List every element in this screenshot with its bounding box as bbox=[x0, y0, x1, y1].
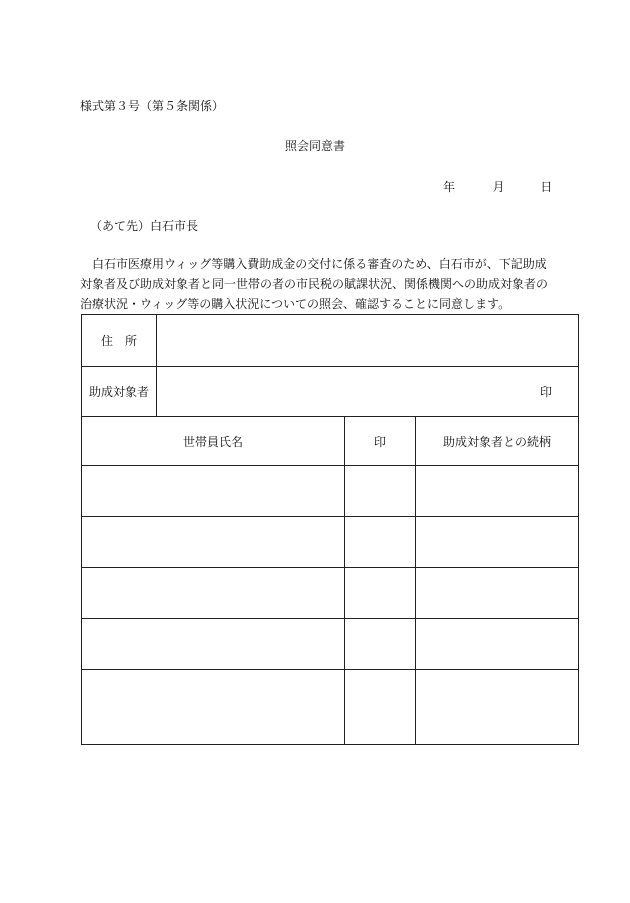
household-member-name-1[interactable] bbox=[82, 466, 344, 516]
household-member-relationship-4[interactable] bbox=[416, 619, 578, 669]
date-day-label: 日 bbox=[540, 180, 553, 194]
column-header-name: 世帯員氏名 bbox=[182, 434, 243, 449]
household-member-relationship-2[interactable] bbox=[416, 517, 578, 567]
applicant-field[interactable] bbox=[157, 367, 578, 416]
household-member-name-2[interactable] bbox=[82, 517, 344, 567]
household-member-relationship-5[interactable] bbox=[416, 670, 578, 744]
applicant-label: 助成対象者 bbox=[88, 385, 149, 399]
household-member-seal-4[interactable] bbox=[345, 619, 415, 669]
column-header-seal: 印 bbox=[373, 434, 386, 449]
document-title: 照会同意書 bbox=[284, 139, 345, 153]
consent-statement: 白石市医療用ウィッグ等購入費助成金の交付に係る審査のため、白石市が、下記助成 対象者及び助成対象者と同一世帯の者の市民税の賦課状況、関係機関への助成対象者の 治療状況・ウィッグ等の購入状況についての照会、確認することに同意します。 bbox=[80, 257, 549, 311]
household-member-name-3[interactable] bbox=[82, 568, 344, 618]
form-number: 様式第３号（第５条関係） bbox=[80, 99, 225, 113]
consent-table bbox=[81, 314, 579, 745]
household-member-seal-2[interactable] bbox=[345, 517, 415, 567]
household-member-relationship-1[interactable] bbox=[416, 466, 578, 516]
addressee: （あて先）白石市長 bbox=[90, 219, 199, 233]
applicant-seal-mark: 印 bbox=[539, 385, 552, 399]
address-field[interactable] bbox=[157, 315, 578, 366]
date-line bbox=[443, 178, 552, 195]
household-member-seal-1[interactable] bbox=[345, 466, 415, 516]
household-member-relationship-3[interactable] bbox=[416, 568, 578, 618]
household-member-name-4[interactable] bbox=[82, 619, 344, 669]
address-label: 住 所 bbox=[100, 334, 137, 348]
date-month-label: 月 bbox=[492, 180, 505, 194]
household-member-seal-3[interactable] bbox=[345, 568, 415, 618]
household-member-name-5[interactable] bbox=[82, 670, 344, 744]
date-year-label: 年 bbox=[443, 180, 456, 194]
column-header-relationship: 助成対象者との続柄 bbox=[442, 434, 551, 449]
household-member-seal-5[interactable] bbox=[345, 670, 415, 744]
